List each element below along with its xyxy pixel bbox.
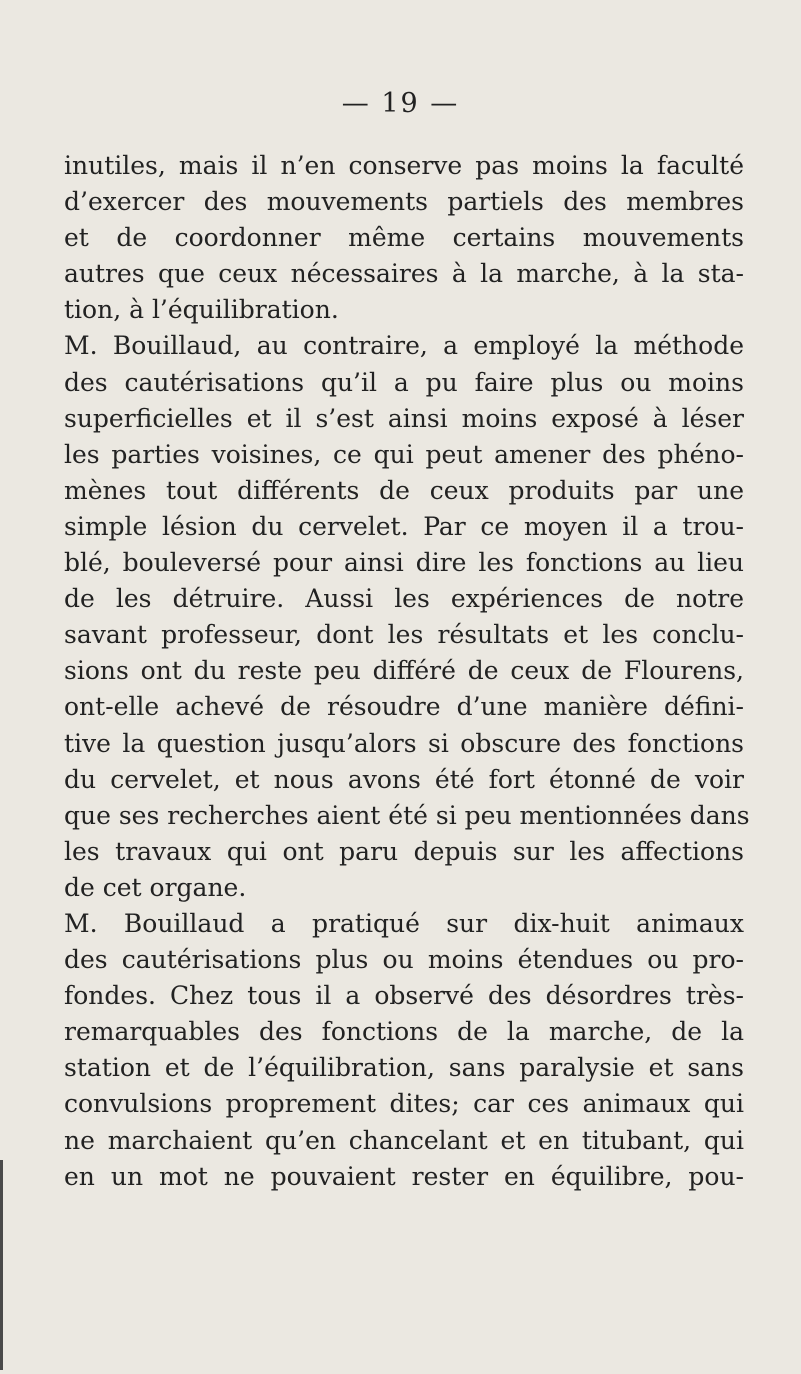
text-line: ont-elle achevé de résoudre d’une manière défini- <box>64 692 744 722</box>
text-line: convulsions proprement dites; car ces animaux qui <box>64 1089 744 1119</box>
text-line: de les détruire. Aussi les expériences de notre <box>64 584 744 614</box>
text-line: des cautérisations qu’il a pu faire plus ou moins <box>64 367 744 397</box>
text-line: simple lésion du cervelet. Par ce moyen il a trou- <box>64 511 744 541</box>
text-line: superficielles et il s’est ainsi moins exposé à léser <box>64 403 744 433</box>
text-line: tion, à l’équilibration. <box>64 295 339 325</box>
text-line: et de coordonner même certains mouvements <box>64 223 744 253</box>
text-line: du cervelet, et nous avons été fort étonné de voir <box>64 764 744 794</box>
text-line: que ses recherches aient été si peu mentionnées dans <box>64 800 750 830</box>
text-line: autres que ceux nécessaires à la marche, à la sta- <box>64 259 744 289</box>
text-line: M. Bouillaud, au contraire, a employé la méthode <box>64 331 744 361</box>
text-line: d’exercer des mouvements partiels des membres <box>64 187 744 217</box>
text-line: des cautérisations plus ou moins étendues ou pro- <box>64 945 744 975</box>
text-line: les travaux qui ont paru depuis sur les affections <box>64 836 744 866</box>
text-line: remarquables des fonctions de la marche, de la <box>64 1017 744 1047</box>
text-line: M. Bouillaud a pratiqué sur dix-huit animaux <box>64 908 744 938</box>
page-number-header: — 19 — <box>341 88 460 119</box>
text-line: ne marchaient qu’en chancelant et en titubant, qui <box>64 1125 744 1155</box>
text-line: sions ont du reste peu différé de ceux de Flourens, <box>64 656 744 686</box>
body-text <box>64 148 750 1195</box>
text-line: de cet organe. <box>64 872 247 902</box>
text-line: tive la question jusqu’alors si obscure des fonctions <box>64 728 744 758</box>
text-line: savant professeur, dont les résultats et les conclu- <box>64 620 744 650</box>
text-line: fondes. Chez tous il a observé des désordres très- <box>64 981 744 1011</box>
text-line: station et de l’équilibration, sans paralysie et sans <box>64 1053 744 1083</box>
text-line: blé, bouleversé pour ainsi dire les fonctions au lieu <box>64 548 744 578</box>
text-line: inutiles, mais il n’en conserve pas moins la faculté <box>64 151 744 180</box>
binding-shadow <box>0 1160 3 1370</box>
text-line: en un mot ne pouvaient rester en équilibre, pou- <box>64 1161 744 1191</box>
text-line: mènes tout différents de ceux produits par une <box>64 475 744 505</box>
text-line: les parties voisines, ce qui peut amener des phéno- <box>64 439 744 469</box>
